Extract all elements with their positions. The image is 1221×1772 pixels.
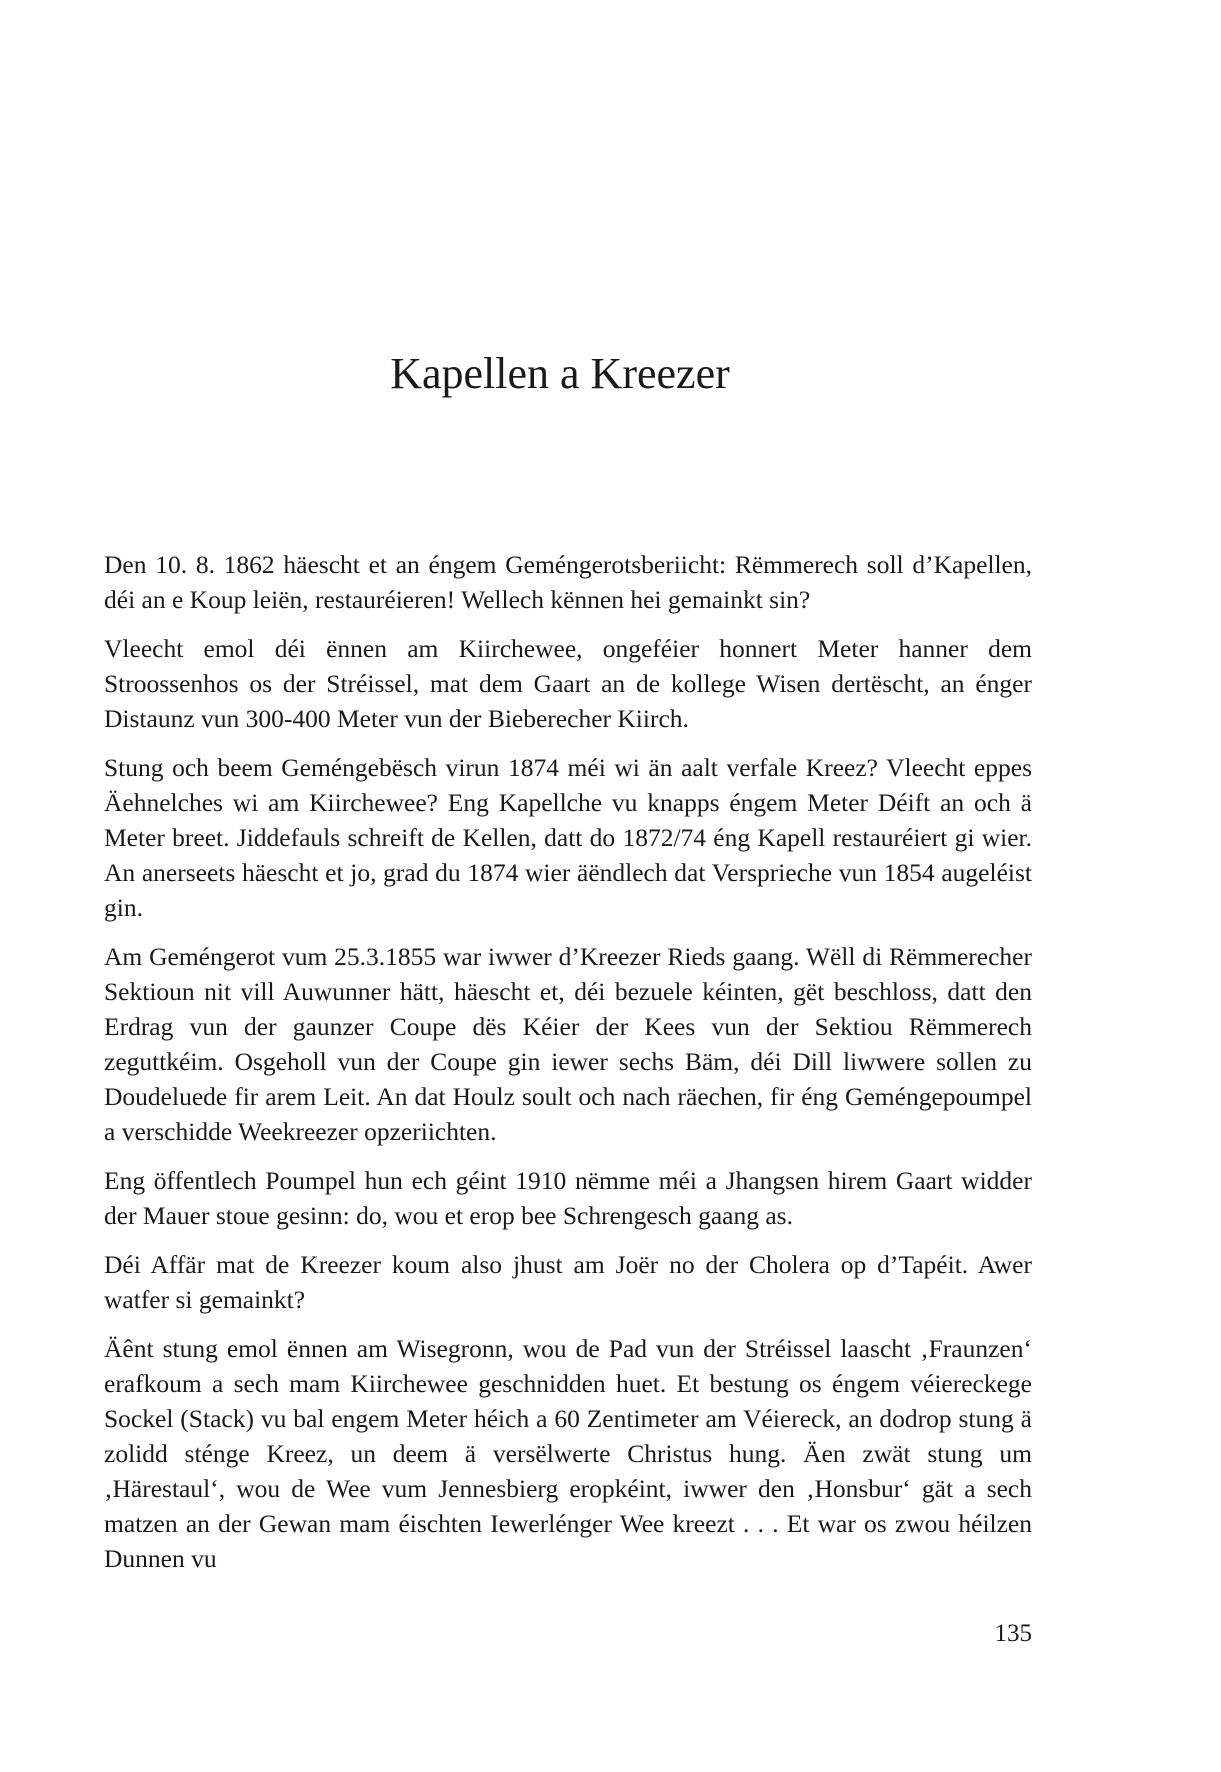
paragraph-5: Eng öffentlech Poumpel hun ech géint 1910 nëmme méi a Jhangsen hirem Gaart widder der Mauer stoue gesinn: do, wou et erop bee Schrengesch gaang as. xyxy=(104,1166,1032,1230)
paragraph-1: Den 10. 8. 1862 häescht et an éngem Geméngerotsberiicht: Rëmmerech soll d’Kapellen, déi an e Koup leiën, restauréieren! Wellech kënnen hei gemainkt sin? xyxy=(104,550,1032,614)
paragraph-3: Stung och beem Geméngebësch virun 1874 méi wi än aalt verfale Kreez? Vleecht eppes Äehnelches wi am Kiirchewee? Eng Kapellche vu knapps éngem Meter Déift an och ä Meter breet. Jiddefauls schreift de Kellen, datt do 1872/74 éng Kapell restauréiert gi wier. An anerseets häescht et jo, grad du 1874 wier äëndlech dat Versprieche vun 1854 augeléist gin. xyxy=(104,753,1032,922)
paragraph-4: Am Geméngerot vum 25.3.1855 war iwwer d’Kreezer Rieds gaang. Wëll di Rëmmerecher Sektioun nit vill Auwunner hätt, häescht et, déi bezuele kéinten, gët beschloss, datt den Erdrag vun der gaunzer Coupe dës Kéier der Kees vun der Sektiou Rëmmerech zeguttkéim. Osgeholl vun der Coupe gin iewer sechs Bäm, déi Dill liwwere sollen zu Doudeluede fir arem Leit. An dat Houlz soult och nach räechen, fir éng Geméngepoumpel a verschidde Weekreezer opzeriichten. xyxy=(104,942,1032,1146)
paragraph-2: Vleecht emol déi ënnen am Kiirchewee, ongeféier honnert Meter hanner dem Stroossenhos os der Stréissel, mat dem Gaart an de kollege Wisen dertëscht, an énger Distaunz vun 300-400 Meter vun der Bieberecher Kiirch. xyxy=(104,634,1032,733)
page-number: 135 xyxy=(994,1620,1032,1647)
chapter-title: Kapellen a Kreezer xyxy=(390,349,730,398)
paragraph-7: Äênt stung emol ënnen am Wisegronn, wou de Pad vun der Stréissel laascht ‚Fraunzen‘ erafkoum a sech mam Kiirchewee geschnidden huet. Et bestung os éngem véiereckege Sockel (Stack) vu bal engem Meter héich a 60 Zentimeter am Véiereck, an dodrop stung ä zolidd sténge Kreez, un deem ä versëlwerte Christus hung. Äen zwät stung um ‚Härestaul‘, wou de Wee vum Jennesbierg eropkéint, iwwer den ‚Honsbur‘ gät a sech matzen an der Gewan mam éischten Iewerlénger Wee kreezt . . . Et war os zwou héilzen Dunnen vu xyxy=(104,1334,1032,1573)
paragraph-6: Déi Affär mat de Kreezer koum also jhust am Joër no der Cholera op d’Tapéit. Awer watfer si gemainkt? xyxy=(104,1250,1032,1314)
body-text xyxy=(104,547,1032,1590)
